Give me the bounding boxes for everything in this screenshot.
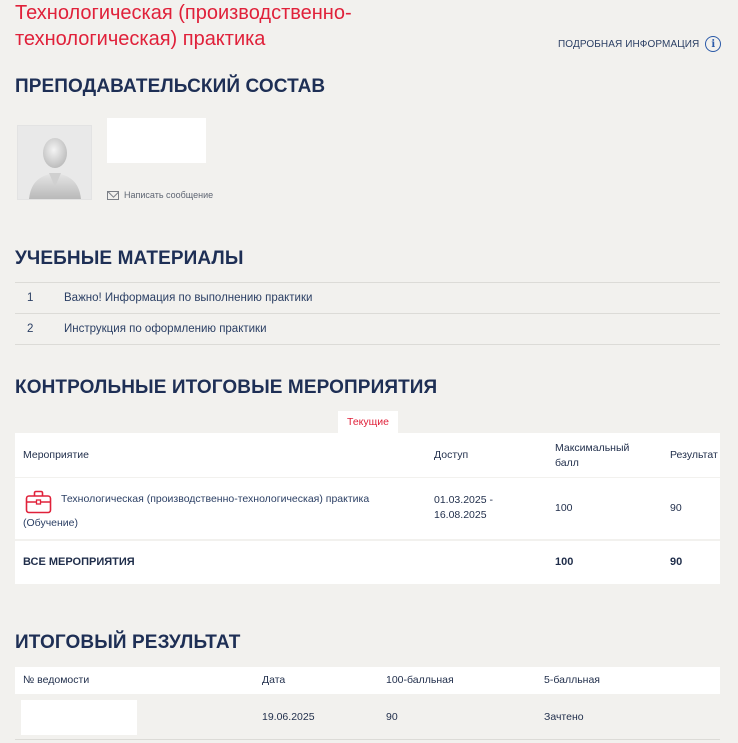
sheet-number-redacted xyxy=(21,700,137,735)
material-link[interactable]: Инструкция по оформлению практики xyxy=(64,323,267,335)
material-number: 1 xyxy=(27,292,34,304)
table-row xyxy=(15,478,720,539)
page-title: Технологическая (производственно-технологическая) практика xyxy=(15,2,352,50)
col-sheet: № ведомости xyxy=(23,674,90,686)
final-score5: Зачтено xyxy=(544,711,584,723)
final-table-header xyxy=(15,667,720,694)
details-link[interactable] xyxy=(558,36,721,52)
final-score100: 90 xyxy=(386,711,398,723)
material-link[interactable]: Важно! Информация по выполнению практики xyxy=(64,292,313,304)
briefcase-icon xyxy=(25,490,52,514)
final-date: 19.06.2025 xyxy=(262,711,315,723)
teachers-section-title: ПРЕПОДАВАТЕЛЬСКИЙ СОСТАВ xyxy=(15,76,326,97)
tab-current[interactable]: Текущие xyxy=(338,411,398,433)
write-message-link[interactable] xyxy=(107,190,213,200)
person-silhouette-icon xyxy=(25,131,85,199)
max-score: 100 xyxy=(555,502,573,514)
col-result: Результат xyxy=(670,449,718,461)
materials-list xyxy=(15,282,720,345)
list-item xyxy=(15,283,720,314)
access-to: 16.08.2025 xyxy=(434,509,487,521)
material-number: 2 xyxy=(27,323,34,335)
col-max: Максимальный балл xyxy=(555,442,630,469)
total-result: 90 xyxy=(670,556,683,568)
final-section-title: ИТОГОВЫЙ РЕЗУЛЬТАТ xyxy=(15,632,241,653)
result-score: 90 xyxy=(670,502,682,514)
table-row xyxy=(15,696,720,740)
access-from: 01.03.2025 - xyxy=(434,494,493,506)
materials-section-title: УЧЕБНЫЕ МАТЕРИАЛЫ xyxy=(15,248,244,269)
total-label: ВСЕ МЕРОПРИЯТИЯ xyxy=(23,556,135,568)
info-icon[interactable]: i xyxy=(705,36,721,52)
col-score5: 5-балльная xyxy=(544,674,600,686)
col-event: Мероприятие xyxy=(23,449,89,461)
teacher-name-redacted xyxy=(107,118,206,163)
event-link[interactable]: Технологическая (производственно-технологическая) практика xyxy=(61,493,370,505)
col-access: Доступ xyxy=(434,449,469,461)
mail-icon xyxy=(107,191,119,200)
table-total-row xyxy=(15,541,720,584)
list-item xyxy=(15,314,720,345)
col-score100: 100-балльная xyxy=(386,674,454,686)
teacher-avatar[interactable] xyxy=(17,125,92,200)
total-max: 100 xyxy=(555,556,574,568)
details-link-label: ПОДРОБНАЯ ИНФОРМАЦИЯ xyxy=(558,38,700,50)
write-message-label: Написать сообщение xyxy=(124,190,214,200)
control-section-title: КОНТРОЛЬНЫЕ ИТОГОВЫЕ МЕРОПРИЯТИЯ xyxy=(15,377,438,398)
col-date: Дата xyxy=(262,674,286,686)
event-type: (Обучение) xyxy=(23,517,79,529)
control-table-header xyxy=(15,433,720,477)
